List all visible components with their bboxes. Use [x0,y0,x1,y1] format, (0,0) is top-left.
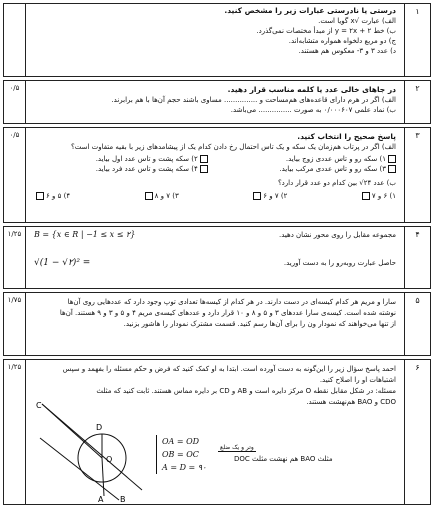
question-number: ۵ [404,293,430,355]
question-2 [3,80,431,124]
brace-label: وتر و یک ضلع [220,444,254,451]
set-instruction: مجموعه مقابل را روی محور نشان دهید. [278,231,396,239]
root-expression: √(1 − √۲)² = [34,258,91,268]
question-number: ۱ [404,4,430,76]
item-c: ج) دو مربع دلخواه همواره متشابه‌اند. [288,37,396,45]
label-d: D [96,423,103,432]
question-5 [3,292,431,356]
item-b: ب) عدد ۲۴√ بین کدام دو عدد قرار دارد؟ [277,179,396,187]
checkbox[interactable] [36,192,44,200]
question-title: پاسخ صحیح را انتخاب کنید. [297,132,396,141]
question-1 [3,3,431,77]
question-title: در جاهای خالی عدد یا کلمه مناسب قرار دهید. [227,85,396,94]
segment-oa [102,458,104,496]
checkbox[interactable] [145,192,153,200]
label-b: B [120,495,126,504]
question-score: ۰/۵ [4,128,26,222]
checkbox[interactable] [200,155,208,163]
checkbox[interactable] [200,165,208,173]
item-b: ب) نماد علمی ۰/۰۰۰۶۰۷ به صورت ............... می‌باشد. [230,106,396,114]
option-a4[interactable]: ۴) سکه پشت و تاس عدد فرد بیاید. [34,164,208,174]
question-number: ۳ [404,128,430,222]
item-a: الف) اگر در هرم دارای قاعده‌های هم‌مساحت و ............... مساوی باشند حجم آن‌ها با هم برابرند. [111,96,396,104]
line-3: از تنها می‌خواهند که نمودار ون را برای آن‌ها رسم کنید. قسمت مشترک نمودار را هاشور بزنید. [123,320,396,328]
option-b1[interactable]: ۱) ۶ و ۷ [360,191,396,201]
line-1: سارا و مریم هر کدام کیسه‌ای در دست دارند. در هر کدام از کیسه‌ها تعدادی توپ وجود دارد که عددهایی روی آن‌ها [67,298,396,306]
item-a: الف) اگر در پرتاب هم‌زمان یک سکه و یک تاس احتمال رخ دادن کدام یک از پیشامدهای زیر با بقیه متفاوت است؟ [71,143,396,151]
checkbox[interactable] [388,165,396,173]
question-6 [3,359,431,505]
label-c: C [36,401,42,410]
set-expression: B = {x ∈ R | −1 ≤ x ≤ ۲} [34,230,136,239]
segment-oc [42,404,102,458]
circle-tangent-diagram [34,400,144,504]
option-a2[interactable]: ۲) سکه پشت و تاس عدد اول بیاید. [34,154,208,164]
label-o: O [106,455,113,464]
conclusion: مثلث BAO هم نهشت مثلث DOC [234,455,333,463]
line-1: احمد پاسخ سؤال زیر را این‌گونه به دست آورده است. ابتدا به او کمک کنید که فرض و حکم مسئله را بفهمد و سپس [62,365,396,373]
question-number: ۴ [404,227,430,288]
question-number: ۲ [404,81,430,123]
option-a3[interactable]: ۳) سکه رو و تاس عددی مرکب بیاید. [222,164,396,174]
eq-angles: A = D = ۹۰ [162,463,207,472]
line-2: نوشته شده است. کیسه‌ی سارا عددهای ۳ و ۵ و ۸ و ۱۰ قرار دارد و عددهای کیسه‌ی مریم ۴ و ۵ و ۳ و ۹ هستند. آن‌ها [59,309,396,317]
question-score: ۱/۲۵ [4,227,26,288]
option-b2[interactable]: ۲) ۷ و ۶ [251,191,287,201]
option-a1[interactable]: ۱) سکه رو و تاس عددی زوج بیاید. [222,154,396,164]
checkbox[interactable] [253,192,261,200]
line-2: اشتباهات او را اصلاح کنید. [319,376,396,384]
label-a: A [98,495,104,504]
item-b: ب) خط y = ۲x + ۲ از مبدأ مختصات نمی‌گذرد. [256,27,396,35]
question-4 [3,226,431,289]
eq-ob-oc: OB = OC [162,450,199,459]
question-score: ۱/۲۵ [4,360,26,504]
line-3: مسئله: در شکل مقابل نقطه O مرکز دایره است و AB و CD بر دایره مماس هستند. ثابت کنید که مثلث [96,387,396,395]
option-b3[interactable]: ۳) ۷ و ۸ [143,191,179,201]
root-instruction: حاصل عبارت روبه‌رو را به دست آورید. [283,259,396,267]
question-3 [3,127,431,223]
eq-oa-od: OA = OD [162,437,200,446]
option-b4[interactable]: ۴) ۵ و ۶ [34,191,70,201]
item-d: د) عدد ۳ و ۳- معکوس هم هستند. [298,47,396,55]
line-4: CDO و BAO هم‌نهشت هستند. [306,398,396,406]
question-score [4,4,26,76]
question-score: ۱/۷۵ [4,293,26,355]
question-score: ۰/۵ [4,81,26,123]
question-number: ۶ [404,360,430,504]
checkbox[interactable] [388,155,396,163]
item-a: الف) عبارت √x گویا است. [318,17,396,25]
tangent-ab [40,438,119,500]
question-title: درستی یا نادرستی عبارات زیر را مشخص کنید. [224,6,396,15]
checkbox[interactable] [362,192,370,200]
